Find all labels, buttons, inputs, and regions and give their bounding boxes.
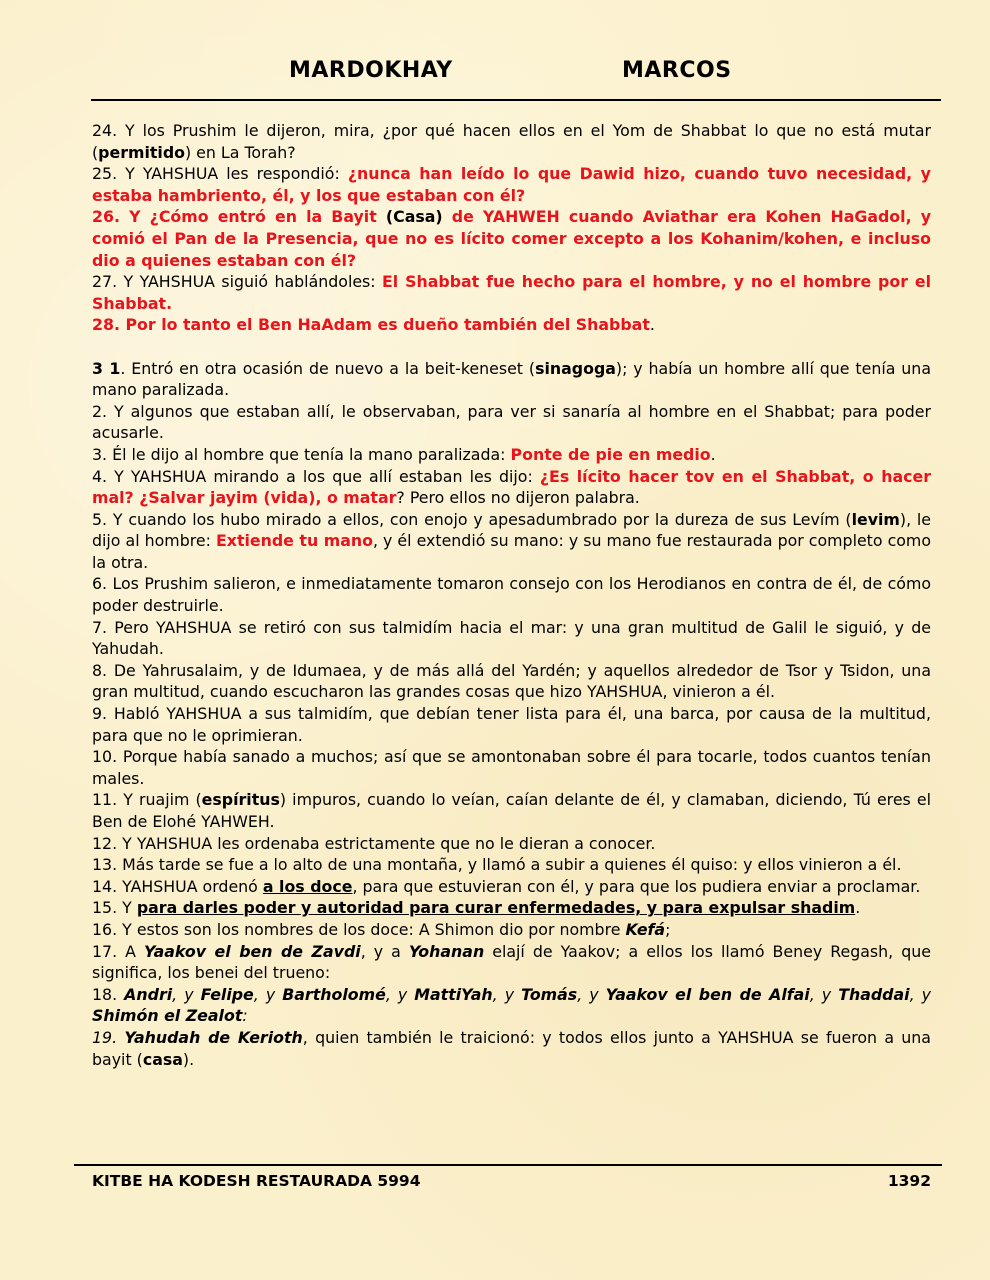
verse-3-14: 14. YAHSHUA ordenó a los doce, para que estuvieran con él, y para que los pudiera enviar a proclamar. xyxy=(92,876,921,896)
verse-3-15: 15. Y para darles poder y autoridad para curar enfermedades, y para expulsar shadim. xyxy=(92,898,861,918)
verse-2-27: 27. Y YAHSHUA siguió hablándoles: El Shabbat fue hecho para el hombre, y no el hombre por el Shabbat. xyxy=(92,272,931,313)
header-right-title: MARCOS xyxy=(622,58,732,83)
footer-divider xyxy=(74,1164,942,1166)
verse-3-7: 7. Pero YAHSHUA se retiró con sus talmidím hacia el mar: y una gran multitud de Galil le siguió, y de Yahudah. xyxy=(92,617,931,659)
scripture-text xyxy=(92,120,931,1070)
header-left-title: MARDOKHAY xyxy=(289,58,453,83)
verse-3-3: 3. Él le dijo al hombre que tenía la mano paralizada: Ponte de pie en medio. xyxy=(92,444,716,464)
chapter-number: 3 1 xyxy=(92,358,121,378)
page-header xyxy=(0,58,990,90)
verse-3-8: 8. De Yahrusalaim, y de Idumaea, y de más allá del Yardén; y aquellos alrededor de Tsor y Tsidon, una gran multitud, cuando escucharon las grandes cosas que hizo YAHSHUA, vinieron a él. xyxy=(92,660,931,702)
verse-3-1: 3 1. Entró en otra ocasión de nuevo a la beit-keneset (sinagoga); y había un hombre allí que tenía una mano paralizada. xyxy=(92,358,931,400)
verse-3-19: 19. Yahudah de Kerioth, quien también le traicionó: y todos ellos junto a YAHSHUA se fueron a una bayit (casa). xyxy=(92,1027,931,1069)
verse-3-13: 13. Más tarde se fue a lo alto de una montaña, y llamó a subir a quienes él quiso: y ellos vinieron a él. xyxy=(92,855,902,875)
verse-3-9: 9. Habló YAHSHUA a sus talmidím, que debían tener lista para él, una barca, por causa de la multitud, para que no le oprimieran. xyxy=(92,704,931,745)
verse-3-16: 16. Y estos son los nombres de los doce: A Shimon dio por nombre Kefá; xyxy=(92,919,671,939)
verse-3-17: 17. A Yaakov el ben de Zavdi, y a Yohanan elají de Yaakov; a ellos los llamó Beney Regash, que significa, los benei del trueno: xyxy=(92,941,931,983)
paragraph-gap xyxy=(92,336,931,358)
verse-3-5: 5. Y cuando los hubo mirado a ellos, con enojo y apesadumbrado por la dureza de sus Levím (levim), le dijo al hombre: Extiende tu mano, y él extendió su mano: y su mano fue restaurada por completo como la otra. xyxy=(92,509,931,572)
verse-3-12: 12. Y YAHSHUA les ordenaba estrictamente que no le dieran a conocer. xyxy=(92,833,656,853)
verse-2-28: 28. Por lo tanto el Ben HaAdam es dueño también del Shabbat. xyxy=(92,315,655,335)
verse-3-10: 10. Porque había sanado a muchos; así que se amontonaban sobre él para tocarle, todos cuantos tenían males. xyxy=(92,747,931,788)
verse-2-24: 24. Y los Prushim le dijeron, mira, ¿por qué hacen ellos en el Yom de Shabbat lo que no está mutar (permitido) en La Torah? xyxy=(92,121,931,162)
verse-3-6: 6. Los Prushim salieron, e inmediatamente tomaron consejo con los Herodianos en contra de él, de cómo poder destruirle. xyxy=(92,574,931,616)
page-number: 1392 xyxy=(887,1172,931,1190)
header-divider xyxy=(91,99,941,101)
footer-book-title: KITBE HA KODESH RESTAURADA 5994 xyxy=(92,1172,421,1190)
verse-3-18: 18. Andri, y Felipe, y Bartholomé, y MattiYah, y Tomás, y Yaakov el ben de Alfai, y Thaddai, y Shimón el Zealot: xyxy=(92,984,931,1026)
verse-2-25: 25. Y YAHSHUA les respondió: ¿nunca han leído lo que Dawid hizo, cuando tuvo necesidad, y estaba hambriento, él, y los que estaban con él? xyxy=(92,164,931,205)
verse-3-11: 11. Y ruajim (espíritus) impuros, cuando lo veían, caían delante de él, y clamaban, diciendo, Tú eres el Ben de Elohé YAHWEH. xyxy=(92,790,931,831)
verse-2-26: 26. Y ¿Cómo entró en la Bayit (Casa) de YAHWEH cuando Aviathar era Kohen HaGadol, y comió el Pan de la Presencia, que no es lícito comer excepto a los Kohanim/kohen, e incluso dio a quienes estaban con él? xyxy=(92,207,931,270)
verse-3-4: 4. Y YAHSHUA mirando a los que allí estaban les dijo: ¿Es lícito hacer tov en el Shabbat, o hacer mal? ¿Salvar jayim (vida), o matar? Pero ellos no dijeron palabra. xyxy=(92,466,931,508)
verse-3-2: 2. Y algunos que estaban allí, le observaban, para ver si sanaría al hombre en el Shabbat; para poder acusarle. xyxy=(92,401,931,443)
page-footer xyxy=(92,1172,931,1192)
